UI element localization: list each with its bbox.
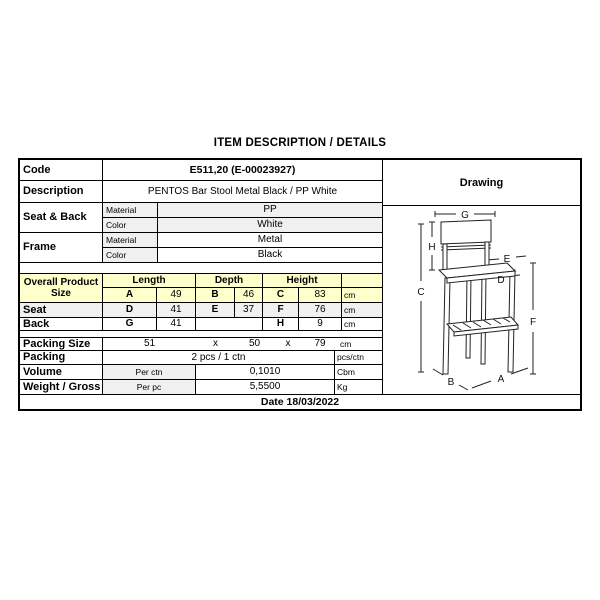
dim-letter: H (263, 318, 299, 331)
seat-row-label: Seat (20, 303, 103, 318)
packing-dim: 79 (314, 338, 326, 349)
property-value: Black (158, 248, 382, 263)
stool-drawing (383, 206, 580, 394)
packing-size-label: Packing Size (20, 338, 103, 351)
size-corner-line2: Size (50, 288, 71, 299)
dim-label-h: H (428, 242, 436, 253)
dim-label-f: F (529, 317, 537, 328)
property-label: Color (103, 218, 158, 233)
unit-cell: cm (342, 318, 382, 331)
dim-value: 76 (299, 303, 342, 318)
unit-cell: pcs/ctn (335, 351, 382, 365)
drawing-cell (382, 160, 580, 395)
packing-dim: 51 (143, 338, 156, 349)
spec-table (18, 158, 582, 411)
dim-letter: D (103, 303, 157, 318)
volume-value: 0,1010 (196, 365, 335, 380)
dim-value: 49 (157, 288, 196, 303)
packing-label: Packing (20, 351, 103, 365)
seat-back-material-row (103, 203, 382, 218)
packing-size-value (103, 338, 382, 351)
code-value: E511,20 (E-00023927) (103, 160, 382, 181)
packing-size-row (20, 338, 382, 351)
depth-header: Depth (196, 274, 263, 288)
packing-unit-inline: cm (340, 338, 352, 349)
overall-size-row (103, 288, 382, 303)
drawing-title: Drawing (383, 160, 580, 206)
volume-label: Volume (20, 365, 103, 380)
dim-letter: B (196, 288, 235, 303)
empty-merged-cell (196, 318, 263, 331)
dim-label-e: E (503, 254, 511, 265)
description-value: PENTOS Bar Stool Metal Black / PP White (103, 181, 382, 203)
height-header: Height (263, 274, 342, 288)
packing-sep: x (285, 338, 291, 349)
weight-row (20, 380, 382, 395)
dim-letter: E (196, 303, 235, 318)
dim-value: 9 (299, 318, 342, 331)
frame-section (20, 233, 382, 263)
size-corner-label (20, 274, 103, 303)
description-label: Description (20, 181, 103, 203)
seat-back-label: Seat & Back (20, 203, 103, 233)
length-header: Length (103, 274, 196, 288)
unit-cell: cm (342, 288, 382, 303)
dim-value: 83 (299, 288, 342, 303)
section-spacer (20, 263, 382, 274)
property-value: PP (158, 203, 382, 218)
property-value: Metal (158, 233, 382, 248)
description-row (20, 181, 382, 203)
unit-cell: Kg (335, 380, 382, 395)
dim-letter: A (103, 288, 157, 303)
unit-cell: Cbm (335, 365, 382, 380)
code-label: Code (20, 160, 103, 181)
size-group-header-row (103, 274, 382, 288)
date-value: Date 18/03/2022 (260, 396, 340, 408)
dim-label-b: B (447, 377, 455, 388)
date-row (20, 395, 580, 409)
size-header (20, 274, 382, 303)
size-header-blank (342, 274, 382, 288)
dim-label-d: D (497, 275, 505, 286)
dim-value: 46 (235, 288, 263, 303)
packing-row (20, 351, 382, 365)
dim-label-a: A (497, 374, 505, 385)
dim-label-c: C (417, 287, 425, 298)
dim-value: 41 (157, 318, 196, 331)
seat-size-row (20, 303, 382, 318)
packing-value: 2 pcs / 1 ctn (103, 351, 335, 365)
frame-color-row (103, 248, 382, 263)
volume-basis: Per ctn (103, 365, 196, 380)
frame-material-row (103, 233, 382, 248)
dim-label-g: G (461, 210, 469, 221)
spec-table-main (20, 160, 382, 395)
weight-basis: Per pc (103, 380, 196, 395)
dim-letter: C (263, 288, 299, 303)
dim-letter: G (103, 318, 157, 331)
property-value: White (158, 218, 382, 233)
section-spacer (20, 331, 382, 338)
packing-dim: 50 (248, 338, 261, 349)
property-label: Material (103, 233, 158, 248)
packing-sep: x (213, 338, 218, 349)
unit-cell: cm (342, 303, 382, 318)
back-size-row (20, 318, 382, 331)
back-row-label: Back (20, 318, 103, 331)
property-label: Material (103, 203, 158, 218)
volume-row (20, 365, 382, 380)
frame-label: Frame (20, 233, 103, 263)
code-row (20, 160, 382, 181)
dim-letter: F (263, 303, 299, 318)
page-title: ITEM DESCRIPTION / DETAILS (213, 137, 387, 149)
weight-value: 5,5500 (196, 380, 335, 395)
size-corner-line1: Overall Product (23, 277, 99, 288)
dim-value: 41 (157, 303, 196, 318)
seat-back-color-row (103, 218, 382, 233)
seat-back-section (20, 203, 382, 233)
property-label: Color (103, 248, 158, 263)
weight-label: Weight / Gross (20, 380, 103, 395)
dim-value: 37 (235, 303, 263, 318)
